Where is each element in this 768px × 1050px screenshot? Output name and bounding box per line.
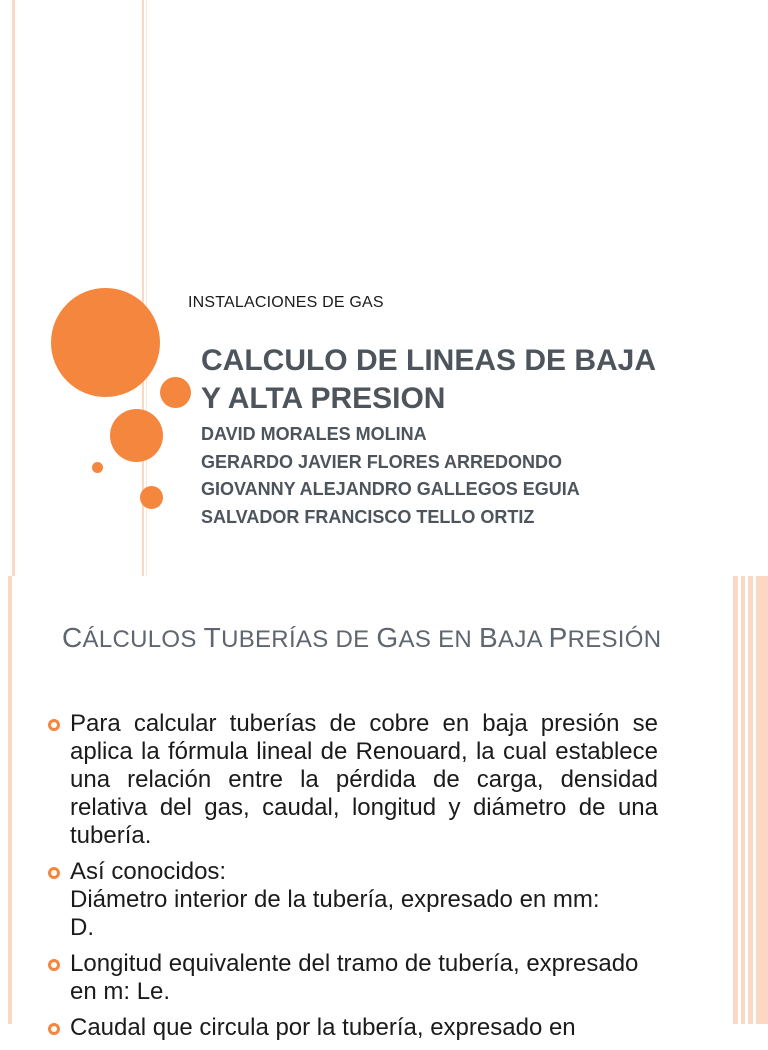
decor-circle-small-2: [140, 486, 163, 509]
bullet-ring-icon: [48, 719, 60, 731]
bullet-text-line: Diámetro interior de la tubería, expresado en mm:: [70, 886, 600, 913]
decor-stripe: [8, 576, 12, 1024]
decor-stripe: [12, 0, 15, 576]
author-name: GERARDO JAVIER FLORES ARREDONDO: [201, 451, 563, 472]
decor-circle-medium: [110, 409, 163, 462]
title-word: BAJA: [479, 622, 542, 653]
bullet-item: [46, 1014, 658, 1042]
bullet-item: [46, 950, 658, 1006]
bullet-ring-icon: [48, 867, 60, 879]
title-word: GAS: [376, 622, 432, 653]
bullet-ring-icon: [48, 959, 60, 971]
bullet-text: Así conocidos:: [70, 858, 227, 885]
decor-stripe: [748, 576, 753, 1024]
author-name: SALVADOR FRANCISCO TELLO ORTIZ: [201, 506, 535, 527]
presentation-title: [201, 342, 741, 418]
decor-circle-large: [51, 288, 160, 397]
presentation-subtitle: INSTALACIONES DE GAS: [188, 294, 384, 311]
title-word: EN: [438, 626, 473, 653]
bullet-item: [46, 858, 658, 942]
decor-stripe: [756, 576, 768, 1024]
decor-stripe: [741, 576, 745, 1024]
title-line-2: Y ALTA PRESION: [201, 382, 446, 415]
author-list: [201, 421, 580, 531]
bullet-text: Caudal que circula por la tubería, expresado en: [70, 1014, 576, 1041]
bullet-list: [46, 710, 658, 1050]
author-name: DAVID MORALES MOLINA: [201, 424, 427, 444]
decor-circle-small: [160, 377, 191, 408]
author-name: GIOVANNY ALEJANDRO GALLEGOS EGUIA: [201, 479, 580, 499]
decor-circle-tiny: [92, 462, 103, 473]
bullet-item: [46, 710, 658, 850]
title-word: TUBERÍAS: [203, 622, 329, 653]
bullet-text: Longitud equivalente del tramo de tubería, expresado en m: Le.: [70, 950, 639, 1005]
title-word: PRESIÓN: [548, 622, 662, 653]
slide-title: [62, 622, 661, 654]
bullet-ring-icon: [48, 1023, 60, 1035]
bullet-text: Para calcular tuberías de cobre en baja presión se aplica la fórmula lineal de Renouard, la cual establece una relación entre la pérdida de carga, densidad relativa del gas, caudal, longitud y diámetro de una tubería.: [70, 710, 658, 849]
title-word: DE: [335, 626, 370, 653]
bullet-text-line: D.: [70, 914, 94, 941]
content-slide: [0, 576, 768, 1041]
title-line-1: CALCULO DE LINEAS DE BAJA: [201, 344, 657, 377]
decor-stripe: [733, 576, 738, 1024]
title-word: CÁLCULOS: [62, 622, 197, 653]
